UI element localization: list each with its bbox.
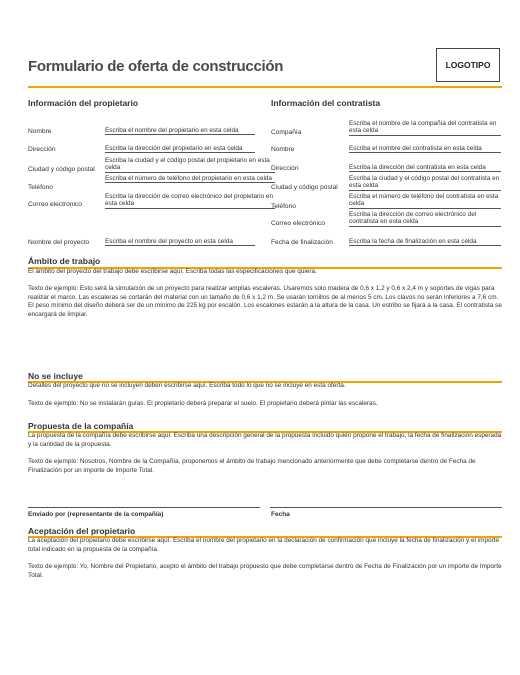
owner-label-name: Nombre: [28, 128, 52, 135]
sent-by-label: Enviado por (representante de la compañía): [28, 511, 164, 518]
contractor-label-phone: Teléfono: [271, 203, 296, 210]
scope-example: Texto de ejemplo: Esto será la simulación de un proyecto para realizar amplias escaleras. Usaremos solo madera de 0,6 x 1,2 y 0,6 x 2,4 m y soportes de vigas para realizar el marco. Las escaleras se cortarán del material con un tamaño de 0,6 x 1,2 m. Se usarán tornillos de al menos 5 cm. Los clavos no serán inferiores a 7,6 cm. El peso mínimo del diseño deberá ser de un mínimo de 225 kg por escalón. Los escalones estarán a la altura de la casa. Un estribo se fijará a la casa. El contratista se encargará de limpiar.: [28, 285, 502, 318]
contractor-email-field[interactable]: Escriba la dirección de correo electrónico del contratista en esta celda: [349, 211, 501, 227]
scope-heading: Ámbito de trabajo: [28, 256, 101, 266]
owner-phone-field[interactable]: Escriba el número de teléfono del propietario en esta celda: [105, 175, 275, 183]
exclusions-intro: Detalles del proyecto que no se incluyen deben escribirse aquí. Escriba todo lo que no se incluye en esta oferta.: [28, 382, 346, 389]
contractor-company-field[interactable]: Escriba el nombre de la compañía del contratista en esta celda: [349, 120, 501, 136]
owner-label-email: Correo electrónico: [28, 201, 82, 208]
project-name-field[interactable]: Escriba el nombre del proyecto en esta celda: [105, 238, 255, 246]
exclusions-heading: No se incluye: [28, 371, 83, 381]
signature-date-label: Fecha: [271, 511, 290, 518]
proposal-intro: La propuesta de la compañía debe escribirse aquí. Escriba una descripción general de la propuesta incluido quién propone el trabajo, la fecha de finalización esperada y la cantidad de la propuesta.: [28, 432, 502, 448]
contractor-phone-field[interactable]: Escriba el número de teléfono del contratista en esta celda: [349, 193, 501, 209]
contractor-heading: Información del contratista: [271, 98, 381, 108]
proposal-example: Texto de ejemplo: Nosotros, Nombre de la Compañía, proponemos el ámbito de trabajo mencionado anteriormente que debe completarse dentro de Fecha de Finalización por un importe de Importe Total.: [28, 458, 476, 474]
completion-date-field[interactable]: Escriba la fecha de finalización en esta celda: [349, 238, 501, 246]
owner-name-field[interactable]: Escriba el nombre del propietario en esta celda: [105, 127, 255, 135]
scope-intro: El ámbito del proyecto del trabajo debe escribirse aquí. Escriba todas las especificaciones que quiera.: [28, 268, 317, 275]
contractor-label-address: Dirección: [271, 165, 299, 172]
date-line: [270, 507, 502, 508]
contractor-label-date: Fecha de finalización: [271, 239, 333, 246]
proposal-heading: Propuesta de la compañía: [28, 421, 134, 431]
owner-label-city: Ciudad y código postal: [28, 166, 95, 173]
owner-label-project: Nombre del proyecto: [28, 239, 90, 246]
signature-line: [28, 507, 260, 508]
owner-label-address: Dirección: [28, 146, 56, 153]
owner-email-field[interactable]: Escriba la dirección de correo electrónico del propietario en esta celda: [105, 193, 274, 208]
contractor-label-email: Correo electrónico: [271, 220, 325, 227]
owner-address-field[interactable]: Escriba la dirección del propietario en esta celda: [105, 145, 255, 153]
page-title: Formulario de oferta de construcción: [28, 58, 284, 75]
logo-placeholder: LOGOTIPO: [436, 48, 500, 82]
contractor-label-company: Compañía: [271, 129, 302, 136]
header-rule: [28, 86, 502, 88]
owner-heading: Información del propietario: [28, 98, 139, 108]
contractor-address-field[interactable]: Escriba la dirección del contratista en esta celda: [349, 164, 501, 172]
owner-label-phone: Teléfono: [28, 184, 53, 191]
owner-city-field[interactable]: Escriba la ciudad y el código postal del propietario en esta celda: [105, 157, 275, 173]
contractor-city-field[interactable]: Escriba la ciudad y el código postal del contratista en esta celda: [349, 175, 500, 190]
contractor-name-field[interactable]: Escriba el nombre del contratista en esta celda: [349, 145, 501, 153]
exclusions-example: Texto de ejemplo: No se instalarán guías. El propietario deberá preparar el suelo. El propietario deberá pintar las escaleras.: [28, 400, 378, 407]
acceptance-heading: Aceptación del propietario: [28, 526, 136, 536]
contractor-label-city: Ciudad y código postal: [271, 184, 338, 191]
acceptance-example: Texto de ejemplo: Yo, Nombre del Propietario, acepto el ámbito del trabajo propuesto que debe completarse dentro de Fecha de Finalización por un importe de Importe Total.: [28, 563, 502, 579]
acceptance-intro: La aceptación del propietario debe escribirse aquí. Escriba el nombre del propietario en la declaración de confirmación que incluye la fecha de finalización y el importe total indicado en la propuesta de la compañía.: [28, 537, 500, 553]
contractor-label-name: Nombre: [271, 146, 295, 153]
